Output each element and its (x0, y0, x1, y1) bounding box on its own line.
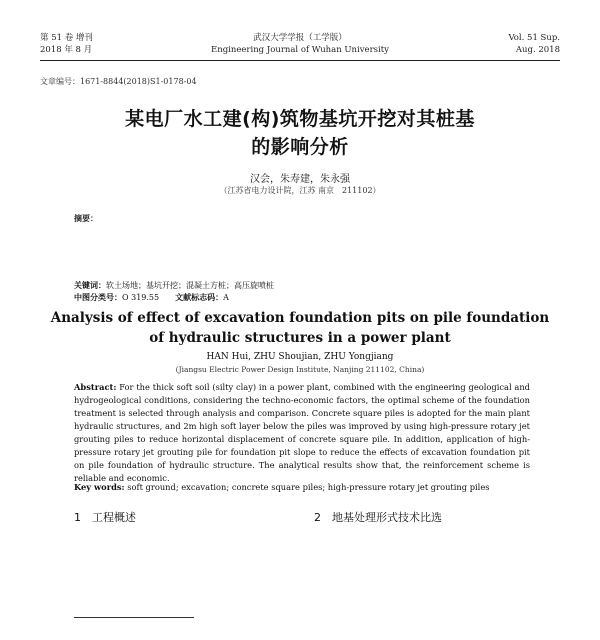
cn-title (0, 105, 600, 161)
en-affiliation: (Jiangsu Electric Power Design Institute, Nanjing 211102, China) (175, 365, 425, 374)
header-volume-en (508, 32, 560, 56)
cn-keywords-text: 软土场地；基坑开挖；混凝土方桩；高压旋喷桩 (106, 281, 274, 290)
article-number: 文章编号：1671-8844(2018)S1-0178-04 (40, 77, 197, 86)
cn-authors: 汉会，朱寿建，朱永强 (250, 174, 350, 185)
header-journal-en: Engineering Journal of Wuhan University (211, 45, 389, 55)
cn-title-line-1: 某电厂水工建(构)筑物基坑开挖对其桩基 (125, 108, 475, 130)
body-column-left (74, 505, 296, 531)
en-abstract-text: For the thick soft soil (silty clay) in a power plant, combined with the engineering geological and hydrogeological conditions, considering the techno-economic factors, the optimal scheme of the foundation treatment is selected through analysis and comparison. Concrete square piles is adopted for the main plant hydraulic structures, and 2m high soft layer below the piles was improved by using high-pressure rotary jet grouting piles to reduce horizontal displacement of concrete square pile. In addition, application of high-pressure rotary jet grouting pile for foundation pit slope to reduce the effects of excavation foundation pit on pile foundation of hydraulic structure. The analytical results show that, the reinforcement scheme is reliable and economic. (74, 382, 530, 483)
en-abstract-label: Abstract: (74, 382, 117, 392)
doc-code-value: A (223, 293, 229, 302)
section-2-heading: 2 地基处理形式技术比选 (314, 511, 442, 524)
en-keywords-text: soft ground; excavation; concrete square piles; high-pressure rotary jet grouting piles (127, 482, 490, 492)
clc-value: O 319.55 (122, 293, 160, 302)
cn-abstract (74, 212, 530, 225)
clc-label: 中图分类号： (74, 293, 122, 302)
en-title-line-2: of hydraulic structures in a power plant (149, 330, 451, 346)
header-journal (40, 32, 560, 56)
header-journal-cn: 武汉大学学报（工学版） (253, 33, 347, 43)
en-keywords-label: Key words: (74, 482, 125, 492)
cn-affiliation: （江苏省电力设计院，江苏 南京 211102） (219, 186, 381, 195)
en-authors: HAN Hui, ZHU Shoujian, ZHU Yongjiang (206, 352, 394, 362)
footnote-divider (74, 617, 194, 618)
cn-title-line-2: 的影响分析 (251, 136, 349, 158)
header-date-line: 2018 年 8 月 (40, 45, 93, 55)
body-column-right (314, 505, 530, 531)
header-volume-line: 第 51 卷 增刊 (40, 33, 93, 43)
cn-keywords-label: 关键词： (74, 281, 106, 290)
cn-keywords (74, 280, 530, 304)
header-divider (40, 60, 560, 61)
en-keywords (74, 481, 530, 493)
en-abstract (74, 381, 530, 485)
en-title-line-1: Analysis of effect of excavation foundation pits on pile foundation (50, 310, 550, 326)
cn-abstract-label: 摘要： (74, 214, 98, 223)
doc-code-label: 文献标志码： (175, 293, 224, 302)
header-date-en-line: Aug. 2018 (515, 45, 560, 55)
section-1-heading: 1 工程概述 (74, 511, 136, 524)
en-title (0, 308, 600, 348)
header-vol-en-line: Vol. 51 Sup. (508, 33, 560, 43)
